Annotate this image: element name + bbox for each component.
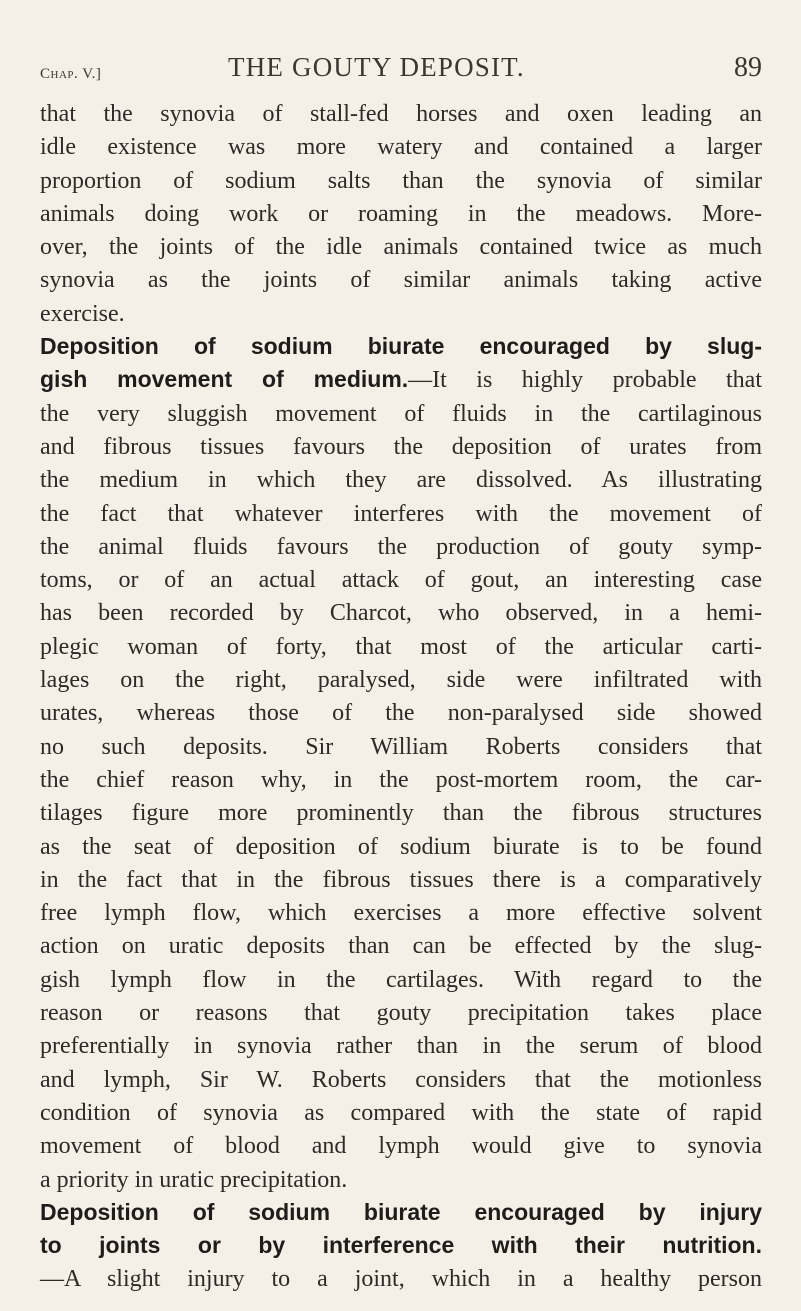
body-text: [40, 97, 762, 1296]
line-text: lages on the right, paralysed, side were infiltrated with: [40, 667, 762, 694]
text-line: [40, 530, 762, 563]
paragraph-heading: to joints or by interference with their nutrition.: [40, 1232, 762, 1259]
line-text: that the synovia of stall-fed horses and oxen leading an: [40, 101, 762, 127]
line-text: exercise.: [40, 300, 125, 327]
line-text: urates, whereas those of the non-paralysed side showed: [40, 700, 762, 727]
text-line: [40, 663, 762, 696]
text-line: [40, 263, 762, 296]
text-line: [40, 130, 762, 163]
line-text: no such deposits. Sir William Roberts considers that: [40, 733, 762, 760]
text-line: [40, 164, 762, 197]
paragraph-heading: Deposition of sodium biurate encouraged by injury: [40, 1198, 762, 1225]
text-line: [40, 763, 762, 796]
text-line: [40, 596, 762, 629]
line-text: movement of blood and lymph would give to synovia: [40, 1133, 762, 1160]
line-text: proportion of sodium salts than the synovia of similar: [40, 167, 762, 194]
chapter-label: Chap. V.]: [40, 66, 102, 82]
line-text: action on uratic deposits than can be effected by the slug-: [40, 933, 762, 960]
text-line: [40, 996, 762, 1029]
line-text: in the fact that in the fibrous tissues there is a comparatively: [40, 866, 762, 893]
text-line: [40, 330, 762, 363]
line-text: a priority in uratic precipitation.: [40, 1166, 348, 1193]
line-text: has been recorded by Charcot, who observed, in a hemi-: [40, 600, 762, 627]
paragraph-heading: Deposition of sodium biurate encouraged by slug-: [40, 333, 762, 360]
line-text: plegic woman of forty, that most of the articular carti-: [40, 633, 762, 660]
text-line: [40, 863, 762, 896]
text-line: [40, 497, 762, 530]
line-text: —It is highly probable that: [408, 367, 762, 394]
line-text: gish lymph flow in the cartilages. With regard to the: [40, 966, 762, 993]
text-line: [40, 696, 762, 729]
text-line: [40, 1229, 762, 1262]
line-text: the fact that whatever interferes with the movement of: [40, 500, 762, 527]
text-line: [40, 630, 762, 663]
text-line: [40, 1129, 762, 1162]
line-text: the animal fluids favours the production of gouty symp-: [40, 533, 762, 560]
paragraph-heading: gish movement of medium.: [40, 366, 409, 393]
text-line: [40, 796, 762, 829]
text-line: [40, 197, 762, 230]
line-text: over, the joints of the idle animals contained twice as much: [40, 234, 762, 261]
text-line: [40, 463, 762, 496]
line-text: reason or reasons that gouty precipitation takes place: [40, 1000, 762, 1027]
line-text: tilages figure more prominently than the fibrous structures: [40, 800, 762, 827]
line-text: condition of synovia as compared with the state of rapid: [40, 1099, 762, 1126]
text-line: [40, 896, 762, 929]
text-line: [40, 1262, 762, 1295]
text-line: [40, 1029, 762, 1062]
line-text: preferentially in synovia rather than in the serum of blood: [40, 1033, 762, 1060]
text-line: [40, 230, 762, 263]
line-text: and lymph, Sir W. Roberts considers that the motionless: [40, 1066, 762, 1093]
text-line: [40, 563, 762, 596]
text-line: [40, 830, 762, 863]
text-line: [40, 963, 762, 996]
text-line: [40, 929, 762, 962]
text-line: [40, 97, 762, 130]
line-text: as the seat of deposition of sodium biurate is to be found: [40, 833, 762, 860]
text-line: [40, 297, 762, 330]
text-line: [40, 1163, 762, 1196]
line-text: free lymph flow, which exercises a more effective solvent: [40, 900, 762, 927]
page-number: 89: [734, 52, 762, 83]
text-line: [40, 1196, 762, 1229]
line-text: toms, or of an actual attack of gout, an interesting case: [40, 567, 762, 594]
text-line: [40, 1096, 762, 1129]
line-text: the chief reason why, in the post-mortem room, the car-: [40, 766, 762, 793]
line-text: animals doing work or roaming in the meadows. More-: [40, 200, 762, 227]
text-line: [40, 397, 762, 430]
line-text: the very sluggish movement of fluids in the cartilaginous: [40, 400, 762, 427]
line-text: idle existence was more watery and contained a larger: [40, 134, 762, 161]
text-line: [40, 1063, 762, 1096]
line-text: synovia as the joints of similar animals taking active: [40, 267, 762, 294]
line-text: the medium in which they are dissolved. As illustrating: [40, 467, 762, 494]
text-line: [40, 363, 762, 396]
running-title: THE GOUTY DEPOSIT.: [228, 52, 525, 82]
line-text: —A slight injury to a joint, which in a healthy person: [40, 1266, 762, 1293]
text-line: [40, 430, 762, 463]
text-line: [40, 730, 762, 763]
line-text: and fibrous tissues favours the deposition of urates from: [40, 433, 762, 460]
running-head: [40, 52, 762, 92]
